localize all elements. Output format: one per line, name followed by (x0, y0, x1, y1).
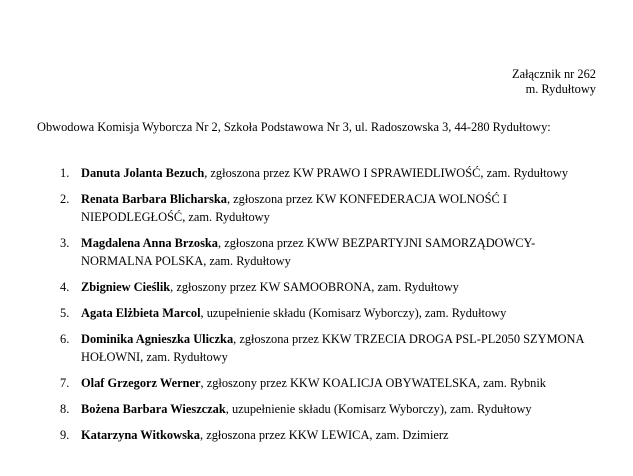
member-name: Dominika Agnieszka Uliczka (81, 332, 234, 346)
member-number: 5. (60, 306, 70, 320)
list-item (60, 330, 600, 366)
member-name: Renata Barbara Blicharska (81, 192, 227, 206)
list-item (60, 374, 600, 392)
annex-location: m. Rydułtowy (525, 82, 596, 96)
member-details: , zgłoszona przez KW PRAWO I SPRAWIEDLIWOŚĆ, zam. Rydułtowy (204, 166, 569, 180)
member-details: , zgłoszona przez KW KONFEDERACJA WOLNOŚĆ I NIEPODLEGŁOŚĆ, zam. Rydułtowy (81, 192, 507, 224)
member-name: Agata Elżbieta Marcol (81, 306, 201, 320)
list-item (60, 426, 600, 444)
member-name: Bożena Barbara Wieszczak (81, 402, 226, 416)
list-item (60, 234, 600, 270)
member-details: , zgłoszony przez KW SAMOOBRONA, zam. Rydułtowy (170, 280, 459, 294)
member-details: , zgłoszony przez KKW KOALICJA OBYWATELSKA, zam. Rybnik (200, 376, 546, 390)
member-name: Danuta Jolanta Bezuch (81, 166, 205, 180)
list-item (60, 164, 600, 182)
member-list (60, 164, 600, 452)
member-number: 3. (60, 236, 70, 250)
member-details: , zgłoszona przez KKW LEWICA, zam. Dzimierz (200, 428, 449, 442)
annex-number: Załącznik nr 262 (512, 67, 596, 81)
member-name: Magdalena Anna Brzoska (81, 236, 219, 250)
member-number: 7. (60, 376, 70, 390)
member-details: , zgłoszona przez KKW TRZECIA DROGA PSL-PL2050 SZYMONA HOŁOWNI, zam. Rydułtowy (81, 332, 584, 364)
commission-title: Obwodowa Komisja Wyborcza Nr 2, Szkoła Podstawowa Nr 3, ul. Radoszowska 3, 44-280 Rydułtowy: (37, 120, 551, 134)
member-name: Olaf Grzegorz Werner (81, 376, 201, 390)
member-number: 8. (60, 402, 70, 416)
list-item (60, 190, 600, 226)
member-details: , uzupełnienie składu (Komisarz Wyborczy), zam. Rydułtowy (225, 402, 532, 416)
member-number: 1. (60, 166, 70, 180)
member-details: , zgłoszona przez KWW BEZPARTYJNI SAMORZĄDOWCY-NORMALNA POLSKA, zam. Rydułtowy (81, 236, 536, 268)
list-item (60, 278, 600, 296)
member-name: Zbigniew Cieślik (81, 280, 171, 294)
member-name: Katarzyna Witkowska (81, 428, 200, 442)
annex-header (512, 67, 596, 97)
member-number: 9. (60, 428, 70, 442)
list-item (60, 400, 600, 418)
member-details: , uzupełnienie składu (Komisarz Wyborczy), zam. Rydułtowy (200, 306, 507, 320)
member-number: 6. (60, 332, 70, 346)
list-item (60, 304, 600, 322)
member-number: 4. (60, 280, 70, 294)
member-number: 2. (60, 192, 70, 206)
